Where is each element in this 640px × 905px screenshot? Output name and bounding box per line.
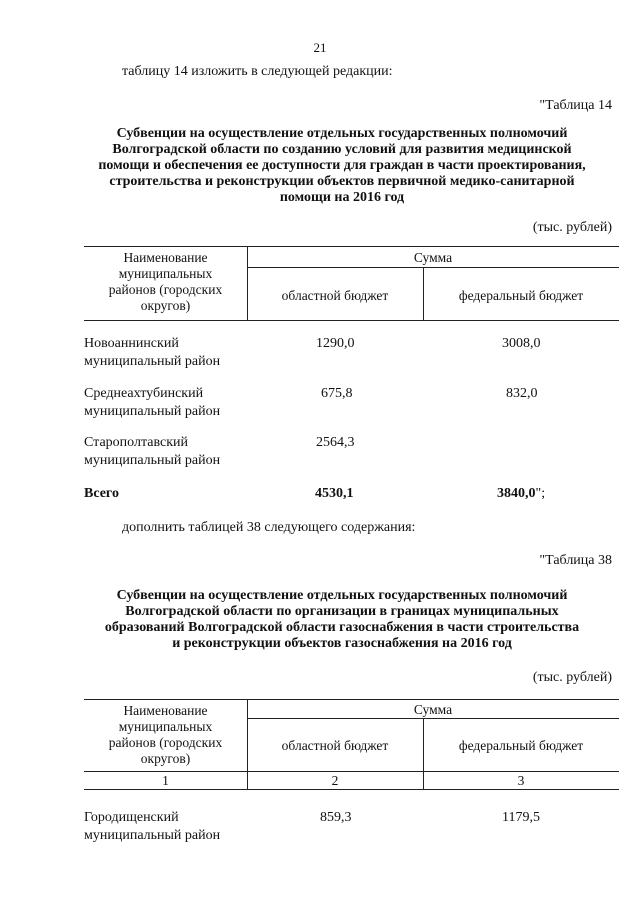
number-row-border [84, 789, 619, 790]
regional-value: 675,8 [321, 386, 353, 401]
federal-value: 3008,0 [502, 336, 541, 351]
header-name-line: муниципальных [118, 266, 213, 281]
title-line: Субвенции на осуществление отдельных государственных полномочий [116, 126, 568, 141]
title-line: и реконструкции объектов газоснабжения на 2016 год [172, 636, 512, 651]
column-number-1: 1 [162, 773, 169, 788]
title-line: Субвенции на осуществление отдельных государственных полномочий [116, 588, 568, 603]
row-name: Городищенский [84, 810, 179, 825]
header-divider [247, 267, 619, 268]
table-top-border [84, 246, 619, 247]
header-bottom-border [84, 771, 619, 772]
row-name: муниципальный район [84, 453, 221, 468]
header-regional-budget: областной бюджет [281, 288, 389, 303]
header-name-line: округов) [140, 298, 191, 313]
header-name-line: муниципальных [118, 719, 213, 734]
row-name: Старополтавский [84, 435, 188, 450]
title-line: Волгоградской области по созданию условий для развития медицинской [112, 142, 572, 157]
header-regional-budget: областной бюджет [281, 738, 389, 753]
header-sum: Сумма [413, 250, 453, 265]
header-federal-budget: федеральный бюджет [458, 738, 584, 753]
total-federal-number: 3840,0 [497, 486, 536, 501]
regional-value: 1290,0 [316, 336, 355, 351]
header-bottom-border [84, 320, 619, 321]
header-name-cell [88, 250, 243, 314]
total-regional-value: 4530,1 [315, 486, 354, 501]
header-federal-budget: федеральный бюджет [458, 288, 584, 303]
intro-paragraph-1: таблицу 14 изложить в следующей редакции: [122, 64, 393, 79]
closing-quote: "; [535, 486, 546, 501]
regional-value: 859,3 [320, 810, 352, 825]
column-number-3: 3 [517, 773, 525, 788]
header-sum: Сумма [413, 702, 453, 717]
federal-value: 832,0 [506, 386, 538, 401]
intro-paragraph-2: дополнить таблицей 38 следующего содержания: [122, 520, 416, 535]
title-line: Волгоградской области по организации в границах муниципальных [125, 604, 559, 619]
header-name-line: районов (городских [108, 735, 223, 750]
header-name-line: Наименование [123, 250, 208, 265]
header-name-line: округов) [140, 751, 191, 766]
total-label: Всего [84, 486, 119, 501]
federal-value: 1179,5 [502, 810, 540, 825]
table-top-border [84, 699, 619, 700]
title-line: образований Волгоградской области газоснабжения в части строительства [104, 620, 580, 635]
table-14-units: (тыс. рублей) [532, 220, 612, 235]
title-line: помощи и обеспечения ее доступности для граждан в части проектирования, [98, 158, 586, 173]
table-14-title [72, 126, 612, 206]
total-federal-value [497, 486, 545, 502]
page-number: 21 [313, 40, 327, 55]
title-line: помощи на 2016 год [279, 190, 405, 205]
row-name: муниципальный район [84, 404, 221, 419]
row-name: Новоаннинский [84, 336, 179, 351]
table-38-label: "Таблица 38 [539, 553, 612, 568]
row-name: Среднеахтубинский [84, 386, 204, 401]
header-divider [247, 718, 619, 719]
title-line: строительства и реконструкции объектов первичной медико-санитарной [109, 174, 575, 189]
table-14-label: "Таблица 14 [539, 98, 612, 113]
header-name-cell [88, 703, 243, 767]
header-name-line: районов (городских [108, 282, 223, 297]
column-number-2: 2 [331, 773, 339, 788]
regional-value: 2564,3 [316, 435, 355, 450]
row-name: муниципальный район [84, 354, 221, 369]
table-38-units: (тыс. рублей) [532, 670, 612, 685]
table-38-title [72, 588, 612, 652]
row-name: муниципальный район [84, 828, 221, 843]
header-name-line: Наименование [123, 703, 208, 718]
